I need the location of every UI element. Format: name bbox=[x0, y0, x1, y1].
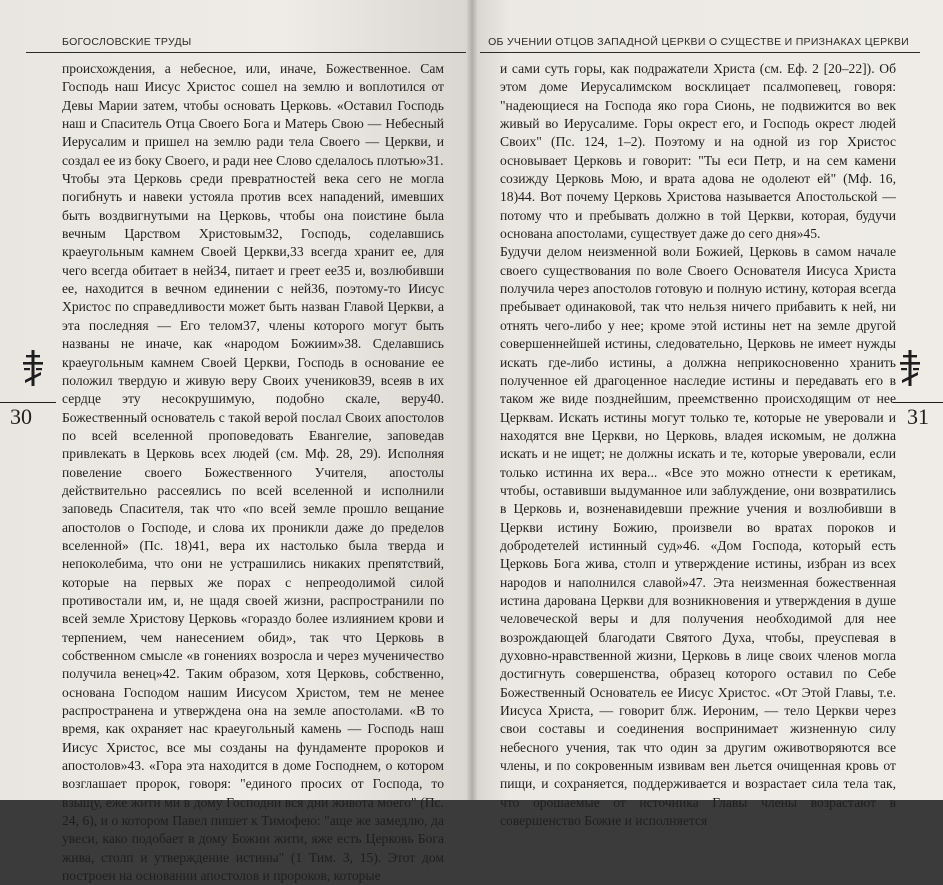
paragraph-1: происхождения, а небесное, или, иначе, Божественное. Сам Господь наш Иисус Христос сошел на землю и воплотился от Девы Марии затем, чтобы основать Церковь. «Оставил Господь наш и Спаситель Отца Своего Бога и Матерь Свою — Небесный Иерусалим и пришел на землю ради тела Своего — Церкви, и создал ее из боку Своего, и ради нее Слово сделалось плотью»31. bbox=[62, 61, 444, 168]
paragraph-2: Чтобы эта Церковь среди превратностей века сего не могла погибнуть и навеки устояла против всех нападений, имевших быть воздвигнутыми на Церковь, чтобы она поистине была вечным Царством Христовым32, Господь, соделавшись краеугольным камнем Своей Церкви,33 всегда хранит ее, для чего всегда обитает в ней34, питает и греет ее35 и, возлюбивши ее, находится в вечном единении с ней36, поэтому-то Иисус Христос по справедливости может быть назван Главой Церкви, а эта последняя — Его телом37, члены которого могут быть названы не иначе, как «народом Божиим»38. Сделавшись краеугольным камнем Своей Церкви, Господь в основание ее положил твердую и живую веру Своих учеников39, всеяв в их сердце эту несокрушимую, подобно скале, веру40. Божественный основатель с такой верой послал Своих апостолов по всей вселенной проповедовать Евангелие, заповедав привлекать в Церковь всех людей (см. Мф. 28, 29). Исполняя повеление своего Божественного Учителя, апостолы действительно рассеялись по всей вселенной и исполнили заповедь Спасителя, так что «по всей земле прошло вещание апостолов о Господе, и слова их проникли даже до пределов вселенной» (Пс. 18)41, вера их настолько была тверда и непоколебима, что они не устрашились никаких препятствий, которые на первых же порах с непреодолимой силой противостали им, и, не щадя своей жизни, распространили по всей земле Христову Церковь «гораздо более излиянием крови и терпением, чем нанесением обид», так что Церковь в собственном смысле «в гонениях возросла и через мученичество получила венец»42. Таким образом, хотя Церковь, собственно, основана Господом нашим Иисусом Христом, тем не менее распространена и утверждена она на земле апостолами. «В то время, как охраняет нас краеугольный камень — Господь наш Иисус Христос, все мы созданы на фундаменте пророков и апостолов»43. «Гора эта находится в доме Господнем, о котором возглашает пророк, говоря: "единого просих от Господа, то взыщу, еже жити ми в дому Господни вся дни живота моего" (Пс. 24, 6), и о котором Павел пишет к Тимофею: "аще же замедлю, да увеси, како подобает в дому Божии жити, яже есть Церковь Бога жива, столп и утверждение истины" (1 Тим. 3, 15). Этот дом построен на основании апостолов и пророков, которые bbox=[62, 171, 444, 884]
book-gutter bbox=[466, 0, 478, 800]
running-head-left: БОГОСЛОВСКИЕ ТРУДЫ bbox=[62, 36, 192, 48]
left-page-text bbox=[62, 60, 444, 885]
running-head-right: ОБ УЧЕНИИ ОТЦОВ ЗАПАДНОЙ ЦЕРКВИ О СУЩЕСТВЕ И ПРИЗНАКАХ ЦЕРКВИ bbox=[488, 36, 909, 48]
page-number-right: 31 bbox=[907, 404, 929, 429]
margin-rule-right bbox=[893, 402, 943, 403]
cross-monogram-icon bbox=[22, 350, 44, 386]
paragraph-1: и сами суть горы, как подражатели Христа (см. Еф. 2 [20–22]). Об этом доме Иерусалимском восклицает псалмопевец, говоря: "надеющиеся на Господа яко гора Сионь, не подвижится во век живый во Иерусалиме. Горы окрест его, и Господь окрест людей Своих" (Пс. 124, 1–2). Поэтому и на одной из гор Христос основывает Церковь и говорит: "Ты еси Петр, и на сем камени созижду Церковь Мою, и врата адова не одолеют ей" (Мф. 16, 18)44. Вот почему Церковь Христова называется Апостольской — потому что и пребывать должно в той Церкви, которая, будучи основана апостолами, существует даже до сего дня»45. bbox=[500, 61, 896, 242]
page-number-left: 30 bbox=[10, 404, 32, 429]
paragraph-2: Будучи делом неизменной воли Божией, Церковь в самом начале своего существования по воле Своего Основателя Иисуса Христа получила через апостолов готовую и полную истину, которая всегда пребывает одинаковой, так что нельзя ничего прибавить к ней, ни отнять чего-либо у нее; кроме этой истины нет на земле другой совершеннейшей истины, следовательно, Церковь не имеет нужды искать где-либо истины, а должна неприкосновенно хранить полученное ей драгоценное наследие истины и передавать его в таком же виде позднейшим, преемственно происходящим от нее Церквам. Искать истины могут только те, которые не уверовали и находятся вне Церкви, но Церковь, владея искомым, не должна искать и не ищет; не должны искать и те, которые уверовали, если только истинна их вера... «Все это можно отнести к еретикам, чтобы, оставивши выдуманное или заблуждение, они возвратились в Церковь и, возненавидевши прежние учения и возлюбивши в Церкви истину Божию, произвели во вратах пороков и добродетелей истинный суд»46. «Дом Господа, который есть Церковь Бога жива, столп и утверждение истины, избран из всех народов и наполнился славой»47. Эта неизменная божественная истина дарована Церкви для возникновения и утверждения в душе человеческой веры и для получения необходимой для нее возрождающей благодати Святого Духа, чтобы, преуспевая в духовно-нравственной жизни, Церковь в лице своих членов могла достигнуть совершенства, образец которого оставил по Себе Божественный Основатель ее Иисус Христос. «От Этой Главы, т.е. Иисуса Христа, — говорит блж. Иероним, — тело Церкви через свои составы и соединения воспринимает жизненную силу небесного учения, так что один за другим оживотворяются все члены, и по сокровенным извивам вен льется очищенная кровь от пищи, и сохраняется, поддерживается и возрастает сила тела так, что орошаемые от источника Главы члены возрастают в совершенство Божие и исполняется bbox=[500, 244, 896, 829]
header-rule-left bbox=[26, 52, 466, 53]
right-page bbox=[472, 0, 943, 829]
margin-rule-left bbox=[0, 402, 56, 403]
left-page bbox=[0, 0, 472, 884]
cross-monogram-icon bbox=[899, 350, 921, 386]
header-rule-right bbox=[480, 52, 920, 53]
right-page-text bbox=[500, 60, 896, 830]
